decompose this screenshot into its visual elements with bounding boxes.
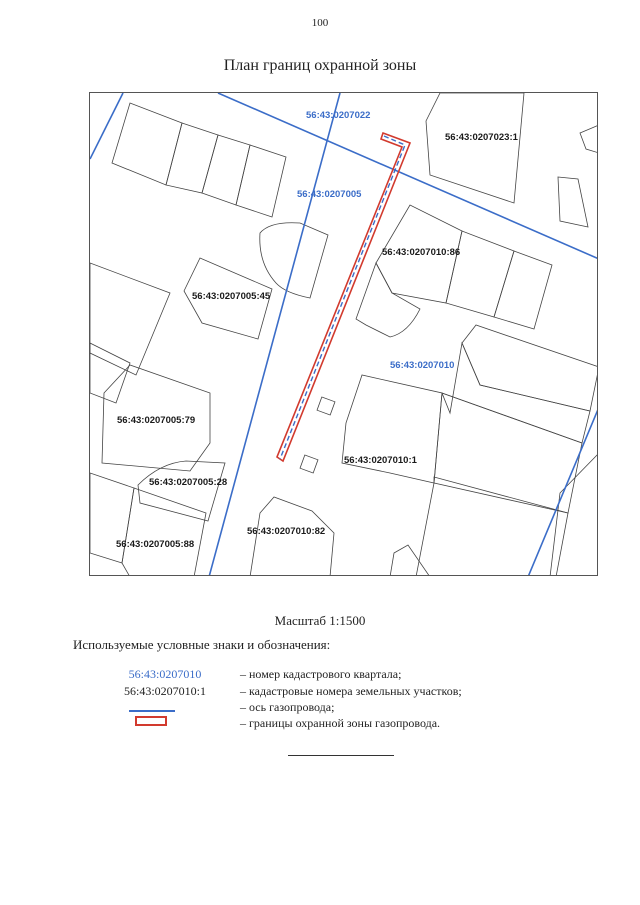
closing-rule (288, 755, 394, 756)
legend-desc-parcel: – кадастровые номера земельных участков; (240, 684, 462, 698)
legend-desc-protection-zone: – границы охранной зоны газопровода. (240, 716, 441, 730)
parcel-outline (342, 375, 442, 483)
legend-protection-zone-sample (135, 716, 167, 726)
quarter-boundary-line (218, 93, 598, 259)
parcel-outline (426, 93, 524, 203)
parcel-outline (202, 135, 250, 205)
map-drawing (90, 93, 598, 576)
quarter-label-022: 56:43:0207022 (306, 110, 371, 121)
parcel-outline (558, 177, 588, 227)
boundary-plan-map (89, 92, 598, 576)
structure-outline (317, 397, 335, 415)
parcel-label-005-88: 56:43:0207005:88 (116, 539, 195, 550)
legend-title: Используемые условные знаки и обозначения: (73, 637, 331, 652)
quarter-boundary-line (90, 93, 123, 159)
quarter-label-005: 56:43:0207005 (297, 189, 362, 200)
parcel-label-023-1: 56:43:0207023:1 (445, 132, 518, 143)
quarter-boundary-line (209, 93, 340, 576)
parcel-outline (122, 488, 206, 576)
parcel-label-010-1: 56:43:0207010:1 (344, 455, 417, 466)
parcel-outline (356, 263, 420, 337)
parcel-label-010-82: 56:43:0207010:82 (247, 526, 326, 537)
protection-zone-boundary (277, 133, 410, 461)
legend-key-parcel-number: 56:43:0207010:1 (123, 684, 206, 698)
quarter-boundary-line (528, 407, 598, 576)
scale-label: Масштаб 1:1500 (274, 613, 366, 628)
legend-desc-gas-axis: – ось газопровода; (240, 700, 335, 714)
parcel-label-010-86: 56:43:0207010:86 (382, 247, 461, 258)
parcel-outline (550, 453, 598, 576)
legend-key-quarter-number: 56:43:0207010 (128, 667, 202, 681)
parcel-label-005-28: 56:43:0207005:28 (149, 477, 228, 488)
parcel-outline (390, 545, 430, 576)
structure-outline (300, 455, 318, 473)
parcel-outline (462, 325, 598, 411)
parcel-outline (494, 251, 552, 329)
parcel-outline (90, 343, 130, 403)
parcel-outline (446, 231, 514, 317)
parcel-outline (416, 483, 568, 576)
quarter-label-010: 56:43:0207010 (390, 360, 455, 371)
parcel-label-005-45: 56:43:0207005:45 (192, 291, 271, 302)
parcel-outline (442, 343, 590, 443)
parcel-outline (112, 103, 182, 185)
parcel-label-005-79: 56:43:0207005:79 (117, 415, 196, 426)
parcel-outline (166, 123, 218, 193)
legend-gas-axis-sample (129, 710, 175, 712)
parcel-outline (90, 263, 170, 375)
page-title: План границ охранной зоны (223, 57, 417, 74)
legend-desc-quarter: – номер кадастрового квартала; (240, 667, 402, 681)
parcel-outline (236, 145, 286, 217)
page-number: 100 (311, 17, 329, 29)
parcel-outline (580, 125, 598, 153)
